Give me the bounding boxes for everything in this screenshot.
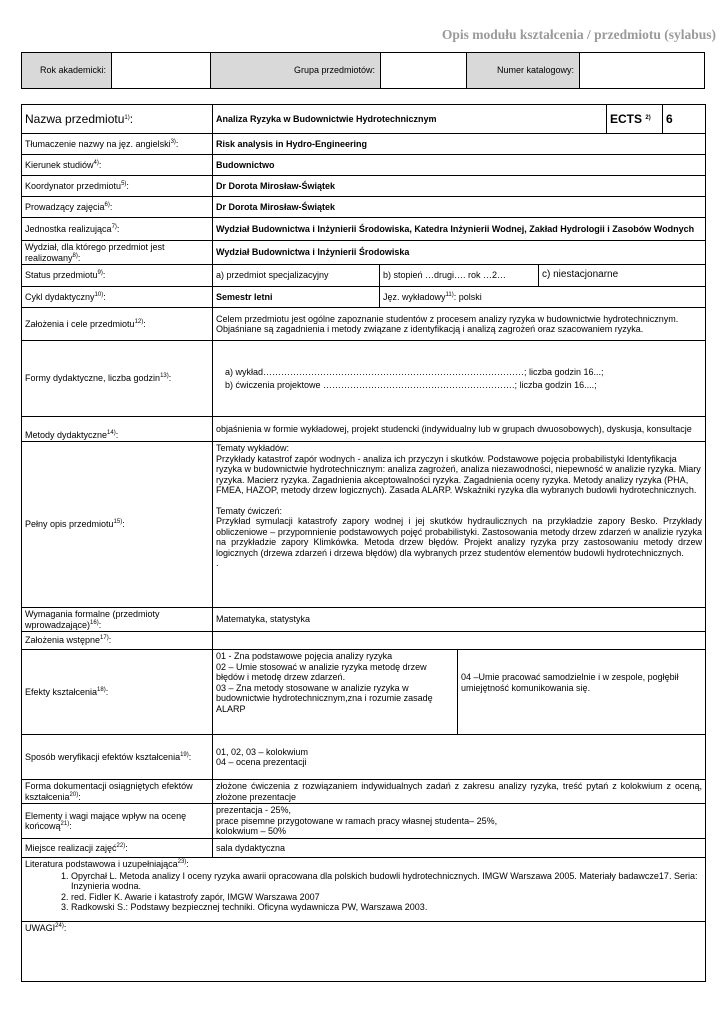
ects-label: ECTS $^{2)}$ [607, 105, 663, 134]
forma-dok-value: złożone ćwiczenia z rozwiązaniem indywidualnych zadań z zakresu analizy ryzyka, treść pytań z kolokwium z oceną, złożone prezentacje [213, 780, 706, 804]
zalozenia-wstepne-label: Założenia wstępne$^{17)}$: [22, 632, 213, 650]
sposob-line-2: 04 – ocena prezentacji [216, 757, 307, 767]
literatura-item: 3. Radkowski S.: Podstawy bezpiecznej techniki. Oficyna wydawnicza PW, Warszawa 2003. [71, 902, 702, 913]
literatura-item: 2. red. Fidler K. Awarie i katastrofy zapór, IMGW Warszawa 2007 [71, 892, 702, 903]
element-2: prace pisemne przygotowane w ramach pracy własnej studenta– 25%, [216, 815, 498, 826]
efekt-03: 03 – Zna metody stosowane w analizie ryzyka w budownictwie hydrotechnicznym,zna i rozumie zasadę ALARP [216, 682, 433, 714]
literatura [22, 858, 706, 922]
literatura-item: 1. Opyrchał L. Metoda analizy I oceny ryzyka awarii opracowana dla polskich budowli hydrotechnicznych. IMGW Warszawa 2005. Materiały badawcze17. Seria: Inzynieria wodna. [71, 871, 702, 892]
status-label: Status przedmiotu$^{9)}$: [22, 265, 213, 287]
nazwa-value: Analiza Ryzyka w Budownictwie Hydrotechnicznym [213, 105, 607, 134]
formy-label: Formy dydaktyczne, liczba godzin$^{13)}$: [22, 341, 213, 417]
jednostka-label: Jednostka realizująca$^{7)}$: [22, 218, 213, 241]
numer-katalogowy-field[interactable] [580, 53, 705, 89]
wydzial-label: Wydział, dla którego przedmiot jest realizowany$^{8)}$: [22, 241, 213, 265]
tlumaczenie-value: Risk analysis in Hydro-Engineering [213, 134, 706, 155]
efekty-right: 04 –Umie pracować samodzielnie i w zespole, pogłębił umiejętność komunikowania się. [458, 650, 706, 735]
miejsce-label: Miejsce realizacji zajęć$^{22)}$: [22, 839, 213, 858]
prowadzacy-value: Dr Dorota Mirosław-Świątek [213, 197, 706, 218]
kierunek-value: Budownictwo [213, 155, 706, 176]
sposob-line-1: 01, 02, 03 – kolokwium [216, 746, 309, 757]
rok-akademicki-field[interactable] [112, 53, 211, 89]
tematy-wykladow-heading: Tematy wykładów: [216, 443, 290, 453]
element-1: prezentacja - 25%, [216, 805, 292, 816]
element-3: kolokwium – 50% [216, 826, 287, 837]
wymagania-value: Matematyka, statystyka [213, 608, 706, 632]
pelny-opis-value [213, 442, 706, 608]
rok-akademicki-label: Rok akademicki: [22, 53, 112, 89]
sposob-label: Sposób weryfikacji efektów kształcenia$^{19)}$: [22, 735, 213, 780]
zalozenia-value: Celem przedmiotu jest ogólne zapoznanie studentów z procesem analizy ryzyka w budownictwie hydrotechnicznym. Objaśniane są zagadnienia i metody związane z identyfikacją i analizą zagrożeń oraz szacowaniem ryzyka. [213, 308, 706, 341]
cykl-value: Semestr letni [213, 287, 380, 308]
top-info-table [21, 52, 705, 89]
status-b: b) stopień …drugi…. rok …2… [380, 265, 539, 287]
tematy-cwiczen-heading: Tematy ćwiczeń: [216, 505, 283, 516]
forma-dok-label: Forma dokumentacji osiągniętych efektów kształcenia$^{20)}$: [22, 780, 213, 804]
miejsce-value: sala dydaktyczna [213, 839, 706, 858]
tlumaczenie-label: Tłumaczenie nazwy na jęz. angielski$^{3)}$: [22, 134, 213, 155]
forma-wyklad: a) wykład……………………………………………………………………………; liczba godzin 16...; [225, 366, 604, 377]
pelny-opis-label: Pełny opis przedmiotu$^{15)}$: [22, 442, 213, 608]
koordynator-value: Dr Dorota Mirosław-Świątek [213, 176, 706, 197]
forma-cwiczenia: b) ćwiczenia projektowe ……………………………………………………….; liczba godzin 16....; [225, 380, 597, 390]
sposob-value [213, 735, 706, 780]
efekty-left [213, 650, 458, 735]
wydzial-value: Wydział Budownictwa i Inżynierii Środowiska [213, 241, 706, 265]
cykl-label: Cykl dydaktyczny$^{10)}$: [22, 287, 213, 308]
zalozenia-wstepne-value [213, 632, 706, 650]
numer-katalogowy-label: Numer katalogowy: [467, 53, 580, 89]
document-header: Opis modułu kształcenia / przedmiotu (sylabus) [441, 27, 716, 42]
elementy-label: Elementy i wagi mające wpływ na ocenę końcową$^{21)}$: [22, 804, 213, 839]
literatura-label: Literatura podstawowa i uzupełniająca$^{23)}$: [25, 859, 189, 869]
efekty-label: Efekty kształcenia$^{18)}$: [22, 650, 213, 735]
jezyk-wykladowy: Jęz. wykładowy$^{11)}$: polski [380, 287, 706, 308]
efekt-01: 01 - Zna podstawowe pojęcia analizy ryzyka [216, 651, 393, 661]
grupa-przedmiotow-field[interactable] [381, 53, 467, 89]
formy-value [213, 341, 706, 417]
elementy-value [213, 804, 706, 839]
koordynator-label: Koordynator przedmiotu$^{5)}$: [22, 176, 213, 197]
tematy-wykladow-text: Przykłady katastrof zapór wodnych - analiza ich przyczyn i skutków. Podstawowe pojęcia probabilistyki Identyfikacja ryzyka w budownictwie hydrotechnicznym: analiza zagrożeń, analiza niezawodności, niepewność w analizie ryzyka. Miary ryzyka. Macierz ryzyka. Zagadnienia akceptowalności ryzyka. Zagadnienia oceny ryzyka. Metody analizy ryzyka (PHA, FMEA, HAZOP, metody drzew logicznych). Zasada ALARP. Wskaźniki ryzyka dla wybranych budowli hydrotechnicznych. [216, 453, 701, 495]
efekt-02: 02 – Umie stosować w analizie ryzyka metodę drzew błędów i metodę drzew zdarzeń. [216, 661, 427, 682]
tematy-cwiczen-text: Przykład symulacji katastrofy zapory wodnej i jej skutków hydraulicznych na przykładzie zapory Besko. Przykłady obliczeniowe – przypomnienie podstawowych pojęć probabilistyki. Zastosowania metody drzew zdarzeń w analizie ryzyka na przykładzie zapory Klimkówka. Metoda drzew błędów. Projekt analizy ryzyka przy zastosowaniu metody drzew logicznych (drzewa zdarzeń i drzewa błędów) dla wybranych przez studentów elementów budowli hydrotechnicznych. [216, 516, 702, 558]
prowadzacy-label: Prowadzący zajęcia$^{6)}$: [22, 197, 213, 218]
jednostka-value: Wydział Budownictwa i Inżynierii Środowiska, Katedra Inżynierii Wodnej, Zakład Hydrologii i Zasobów Wodnych [213, 218, 706, 241]
uwagi: UWAGI$^{24)}$: [22, 922, 706, 982]
wymagania-label: Wymagania formalne (przedmioty wprowadzające)$^{16)}$: [22, 608, 213, 632]
nazwa-label: Nazwa przedmiotu$^{1)}$: [22, 105, 213, 134]
ects-value: 6 [663, 105, 706, 134]
status-c: c) niestacjonarne [539, 265, 706, 287]
pelny-opis-end: . [216, 558, 219, 568]
syllabus-table [21, 104, 706, 982]
metody-label: Metody dydaktyczne$^{14)}$: [22, 417, 213, 442]
kierunek-label: Kierunek studiów$^{4)}$: [22, 155, 213, 176]
zalozenia-label: Założenia i cele przedmiotu$^{12)}$: [22, 308, 213, 341]
grupa-przedmiotow-label: Grupa przedmiotów: [211, 53, 381, 89]
metody-value: objaśnienia w formie wykładowej, projekt studencki (indywidualny lub w grupach dwuosobowych), dyskusja, konsultacje [213, 417, 706, 442]
status-a: a) przedmiot specjalizacyjny [213, 265, 380, 287]
